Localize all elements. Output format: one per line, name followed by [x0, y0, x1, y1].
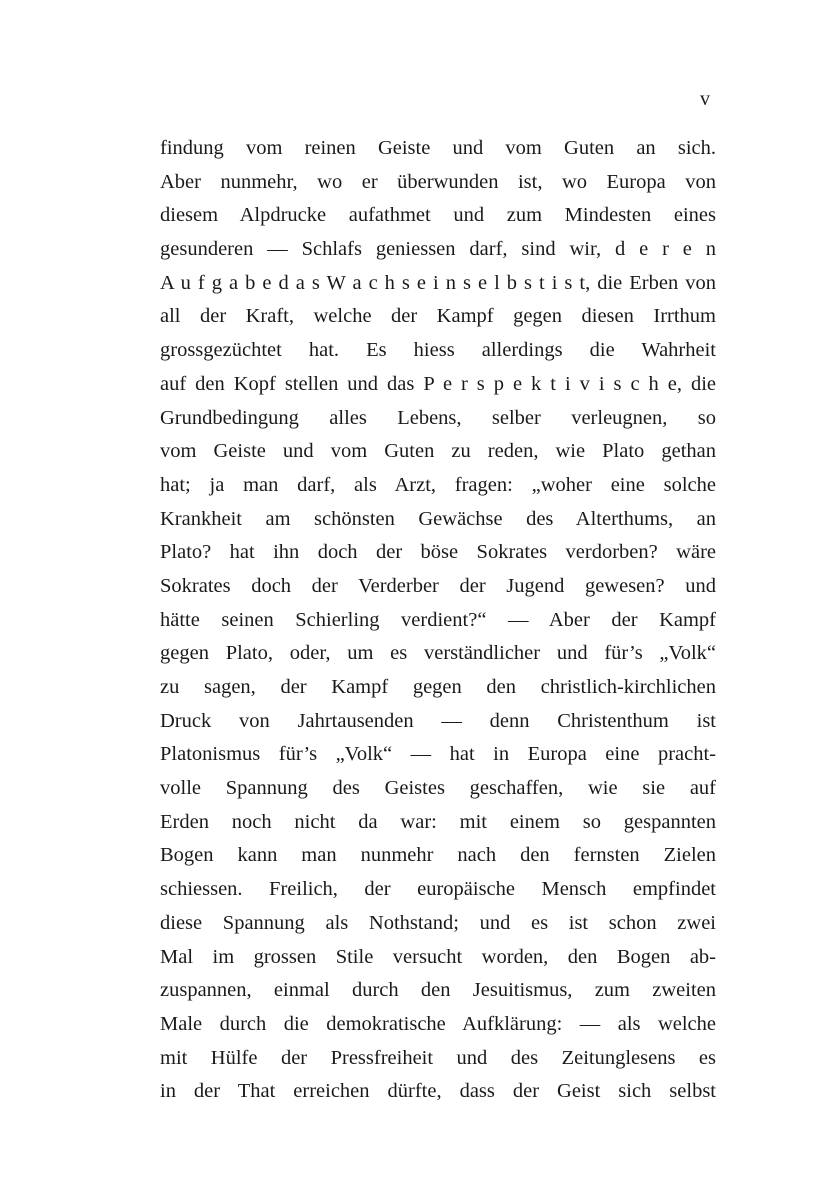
- text-line: mit Hülfe der Pressfreiheit und des Zeitunglesens es: [160, 1046, 716, 1069]
- text-line: zuspannen, einmal durch den Jesuitismus, zum zweiten: [160, 979, 716, 1002]
- text-line: auf den Kopf stellen und das P e r s p e k t i v i s c h e, die: [160, 372, 716, 395]
- text-line: Krankheit am schönsten Gewächse des Alterthums, an: [160, 507, 716, 530]
- text-line: diese Spannung als Nothstand; und es ist schon zwei: [160, 911, 716, 934]
- text-line: schiessen. Freilich, der europäische Mensch empfindet: [160, 878, 716, 901]
- text-line: Male durch die demokratische Aufklärung: — als welche: [160, 1012, 716, 1035]
- text-line: Sokrates doch der Verderber der Jugend gewesen? und: [160, 574, 716, 597]
- page-number: v: [700, 88, 710, 110]
- text-line: grossgezüchtet hat. Es hiess allerdings die Wahrheit: [160, 339, 716, 362]
- text-line: Platonismus für’s „Volk“ — hat in Europa eine pracht-: [160, 743, 716, 766]
- body-text: [160, 132, 716, 1109]
- text-line: Grundbedingung alles Lebens, selber verleugnen, so: [160, 406, 716, 429]
- text-line: Druck von Jahrtausenden — denn Christenthum ist: [160, 709, 716, 732]
- text-line: hat; ja man darf, als Arzt, fragen: „woher eine solche: [160, 473, 716, 496]
- text-line: Plato? hat ihn doch der böse Sokrates verdorben? wäre: [160, 541, 716, 564]
- text-line: findung vom reinen Geiste und vom Guten an sich.: [160, 137, 716, 159]
- text-line: gegen Plato, oder, um es verständlicher und für’s „Volk“: [160, 642, 716, 665]
- text-line: A u f g a b e d a s W a c h s e i n s e l b s t i s t, die Erben von: [160, 271, 716, 294]
- text-line: volle Spannung des Geistes geschaffen, wie sie auf: [160, 777, 716, 800]
- text-line: Bogen kann man nunmehr nach den fernsten Zielen: [160, 844, 716, 867]
- text-line: hätte seinen Schierling verdient?“ — Aber der Kampf: [160, 608, 716, 631]
- text-line: all der Kraft, welche der Kampf gegen diesen Irrthum: [160, 305, 716, 328]
- text-line: Erden noch nicht da war: mit einem so gespannten: [160, 810, 716, 833]
- text-line: zu sagen, der Kampf gegen den christlich-kirchlichen: [160, 676, 716, 698]
- text-line: diesem Alpdrucke aufathmet und zum Mindesten eines: [160, 204, 716, 227]
- text-line: Mal im grossen Stile versucht worden, den Bogen ab-: [160, 945, 716, 968]
- text-line: Aber nunmehr, wo er überwunden ist, wo Europa von: [160, 170, 716, 193]
- text-line: gesunderen — Schlafs geniessen darf, sind wir, d e r e n: [160, 238, 716, 261]
- text-line: in der That erreichen dürfte, dass der Geist sich selbst: [160, 1080, 716, 1103]
- text-line: vom Geiste und vom Guten zu reden, wie Plato gethan: [160, 440, 716, 463]
